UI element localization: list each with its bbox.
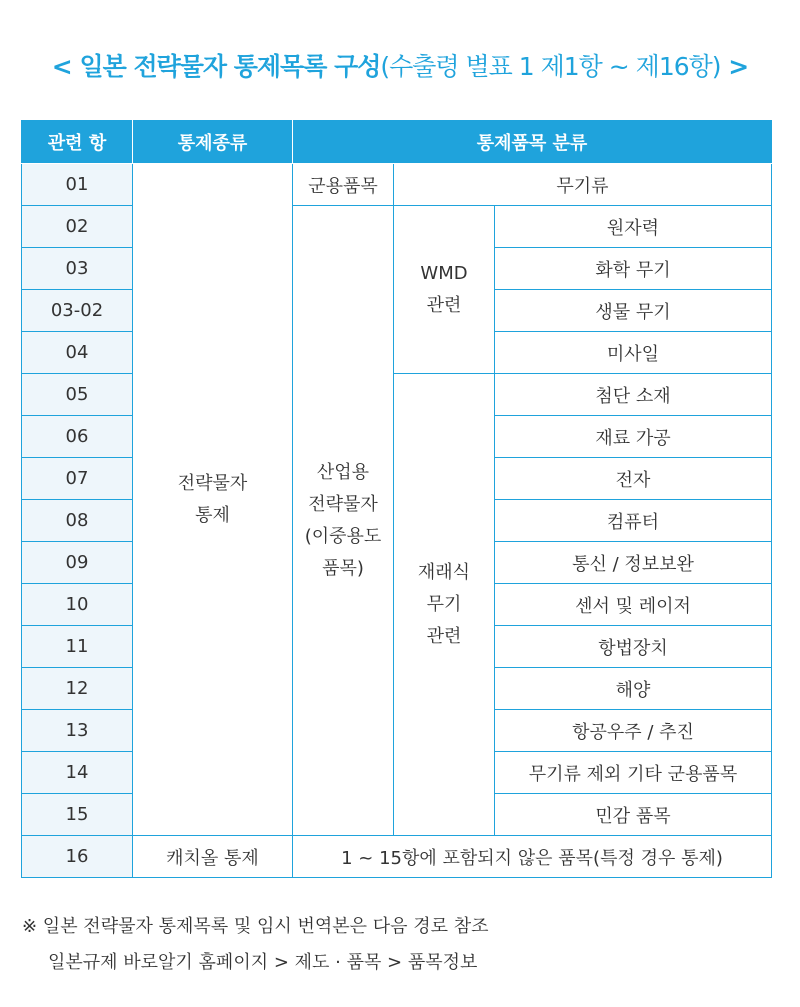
row-number: 13	[22, 710, 133, 752]
table-row	[22, 836, 772, 878]
item-cell: 센서 및 레이저	[495, 584, 772, 626]
item-cell: 항법장치	[495, 626, 772, 668]
table-header-row	[22, 121, 772, 164]
item-cell: 해양	[495, 668, 772, 710]
wmd-line: WMD	[420, 262, 468, 284]
header-item-classification: 통제품목 분류	[293, 121, 772, 164]
industrial-line: 산업용	[316, 461, 370, 483]
weapons-cell: 무기류	[394, 164, 772, 206]
row-number: 12	[22, 668, 133, 710]
row-number: 14	[22, 752, 133, 794]
row-number: 11	[22, 626, 133, 668]
footnote-line-2: 일본규제 바로알기 홈페이지 > 제도 · 품목 > 품목정보	[48, 952, 478, 973]
header-related-clause: 관련 항	[22, 121, 133, 164]
item-cell: 통신 / 정보보완	[495, 542, 772, 584]
catchall-description: 1 ~ 15항에 포함되지 않은 품목(특정 경우 통제)	[293, 836, 772, 878]
control-list-table	[21, 120, 772, 878]
row-number: 07	[22, 458, 133, 500]
page-title	[0, 47, 800, 87]
table-row	[22, 164, 772, 206]
row-number: 03-02	[22, 290, 133, 332]
conventional-line: 관련	[426, 625, 462, 647]
row-number: 09	[22, 542, 133, 584]
row-number: 02	[22, 206, 133, 248]
item-cell: 무기류 제외 기타 군용품목	[495, 752, 772, 794]
title-open-bracket: <	[51, 52, 80, 81]
item-cell: 재료 가공	[495, 416, 772, 458]
item-cell: 민감 품목	[495, 794, 772, 836]
industrial-strategic-cell	[293, 206, 394, 836]
row-number: 06	[22, 416, 133, 458]
title-main: 일본 전략물자 통제목록 구성	[79, 52, 381, 81]
wmd-cell	[394, 206, 495, 374]
wmd-line: 관련	[426, 294, 462, 316]
row-number: 05	[22, 374, 133, 416]
title-sub: (수출령 별표 1 제1항 ~ 제16항)	[380, 52, 721, 81]
control-type-catchall: 캐치올 통제	[133, 836, 293, 878]
item-cell: 화학 무기	[495, 248, 772, 290]
row-number: 10	[22, 584, 133, 626]
conventional-line: 무기	[426, 593, 462, 615]
row-number: 03	[22, 248, 133, 290]
control-type-line: 통제	[195, 504, 230, 526]
row-number: 01	[22, 164, 133, 206]
footnote-line-1: ※ 일본 전략물자 통제목록 및 임시 번역본은 다음 경로 참조	[22, 916, 489, 937]
row-number: 08	[22, 500, 133, 542]
header-control-type: 통제종류	[133, 121, 293, 164]
military-goods-cell: 군용품목	[293, 164, 394, 206]
industrial-line: (이중용도	[304, 525, 382, 547]
item-cell: 전자	[495, 458, 772, 500]
title-close-bracket: >	[720, 52, 749, 81]
item-cell: 컴퓨터	[495, 500, 772, 542]
control-type-strategic	[133, 164, 293, 836]
row-number: 04	[22, 332, 133, 374]
conventional-cell	[394, 374, 495, 836]
item-cell: 원자력	[495, 206, 772, 248]
control-type-line: 전략물자	[177, 472, 248, 494]
item-cell: 항공우주 / 추진	[495, 710, 772, 752]
conventional-line: 재래식	[417, 561, 471, 583]
industrial-line: 품목)	[322, 557, 364, 579]
footnote	[22, 909, 489, 981]
row-number: 16	[22, 836, 133, 878]
item-cell: 첨단 소재	[495, 374, 772, 416]
item-cell: 미사일	[495, 332, 772, 374]
industrial-line: 전략물자	[308, 493, 378, 515]
item-cell: 생물 무기	[495, 290, 772, 332]
row-number: 15	[22, 794, 133, 836]
